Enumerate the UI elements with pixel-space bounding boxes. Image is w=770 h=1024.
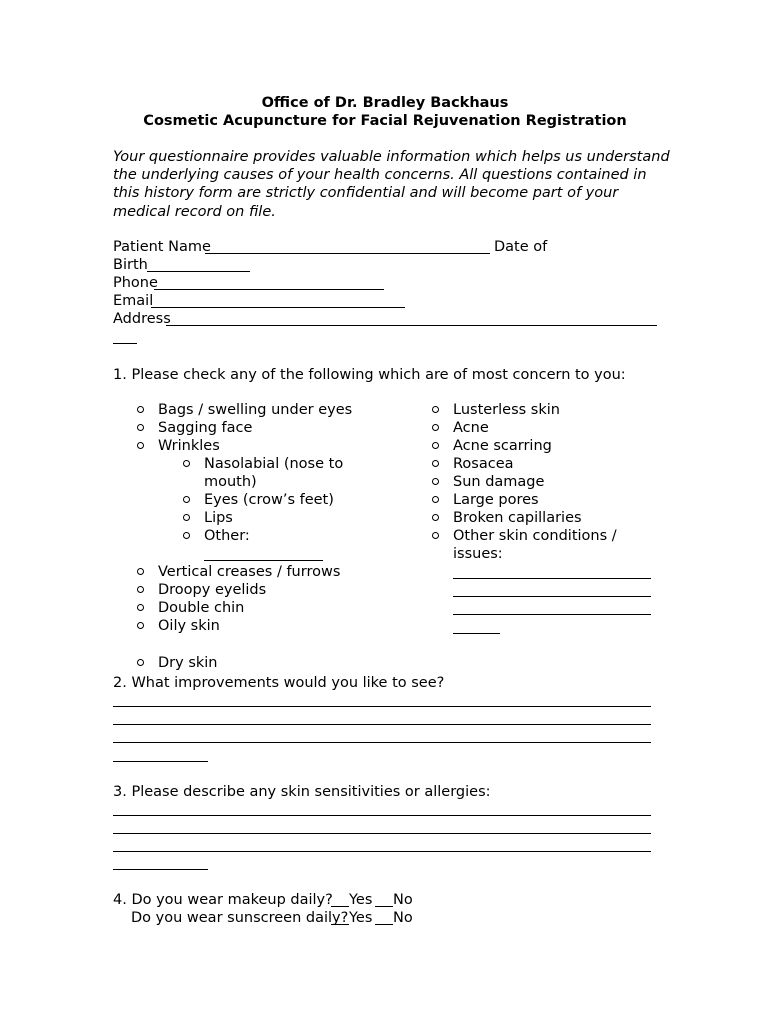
sunscreen-yes-field[interactable] bbox=[331, 924, 349, 925]
dob-label-start: Date of bbox=[494, 239, 548, 255]
lusterless-checkbox[interactable] bbox=[432, 406, 439, 413]
q2-answer-line-3[interactable] bbox=[113, 742, 651, 743]
makeup-no-field[interactable] bbox=[375, 906, 393, 907]
other-skin-checkbox[interactable] bbox=[432, 532, 439, 539]
bags-checkbox[interactable] bbox=[137, 406, 144, 413]
lips-checkbox[interactable] bbox=[183, 514, 190, 521]
large-pores-label: Large pores bbox=[453, 492, 539, 508]
q1-question: 1. Please check any of the following which are of most concern to you: bbox=[113, 367, 626, 383]
lips-label: Lips bbox=[204, 510, 233, 526]
rosacea-checkbox[interactable] bbox=[432, 460, 439, 467]
other-skin-label: Other skin conditions / bbox=[453, 528, 617, 544]
dob-label-end: Birth bbox=[113, 257, 148, 273]
broken-capillaries-label: Broken capillaries bbox=[453, 510, 582, 526]
q2-answer-line-1[interactable] bbox=[113, 706, 651, 707]
other-skin-field-3[interactable] bbox=[453, 614, 651, 615]
large-pores-checkbox[interactable] bbox=[432, 496, 439, 503]
phone-field[interactable] bbox=[154, 289, 384, 290]
makeup-no-label: No bbox=[393, 892, 413, 908]
other-skin-field-4[interactable] bbox=[453, 633, 500, 634]
droopy-eyelids-checkbox[interactable] bbox=[137, 586, 144, 593]
intro-paragraph: Your questionnaire provides valuable information which helps us understand the underlying causes of your health concerns. All questions contained in this history form are strictly confidential and will become part of your medical record on file. bbox=[113, 149, 670, 220]
sun-damage-label: Sun damage bbox=[453, 474, 545, 490]
dob-field[interactable] bbox=[147, 271, 250, 272]
acne-label: Acne bbox=[453, 420, 489, 436]
other-wrinkle-label: Other: bbox=[204, 528, 250, 544]
form-title: Cosmetic Acupuncture for Facial Rejuvenation Registration bbox=[143, 113, 627, 129]
q3-answer-line-3[interactable] bbox=[113, 851, 651, 852]
address-field[interactable] bbox=[166, 325, 657, 326]
broken-capillaries-checkbox[interactable] bbox=[432, 514, 439, 521]
droopy-eyelids-label: Droopy eyelids bbox=[158, 582, 267, 598]
patient-name-field[interactable] bbox=[205, 253, 490, 254]
email-label: Email bbox=[113, 293, 154, 309]
nasolabial-checkbox[interactable] bbox=[183, 460, 190, 467]
oily-skin-label: Oily skin bbox=[158, 618, 220, 634]
q4-sunscreen-question: Do you wear sunscreen daily? bbox=[131, 910, 349, 926]
phone-label: Phone bbox=[113, 275, 158, 291]
q3-answer-line-2[interactable] bbox=[113, 833, 651, 834]
eyes-checkbox[interactable] bbox=[183, 496, 190, 503]
q4-makeup-question: 4. Do you wear makeup daily? bbox=[113, 892, 333, 908]
sagging-label: Sagging face bbox=[158, 420, 253, 436]
rosacea-label: Rosacea bbox=[453, 456, 514, 472]
q3-answer-line-1[interactable] bbox=[113, 815, 651, 816]
eyes-label: Eyes (crow’s feet) bbox=[204, 492, 334, 508]
sun-damage-checkbox[interactable] bbox=[432, 478, 439, 485]
dry-skin-checkbox[interactable] bbox=[137, 659, 144, 666]
address-field-continuation[interactable] bbox=[113, 343, 137, 344]
acne-checkbox[interactable] bbox=[432, 424, 439, 431]
nasolabial-label-cont: mouth) bbox=[204, 474, 257, 490]
other-skin-field-1[interactable] bbox=[453, 578, 651, 579]
q3-answer-line-4[interactable] bbox=[113, 869, 208, 870]
q2-question: 2. What improvements would you like to see? bbox=[113, 675, 445, 691]
wrinkles-checkbox[interactable] bbox=[137, 442, 144, 449]
other-skin-label-cont: issues: bbox=[453, 546, 503, 562]
vertical-creases-checkbox[interactable] bbox=[137, 568, 144, 575]
patient-name-label: Patient Name bbox=[113, 239, 211, 255]
acne-scarring-checkbox[interactable] bbox=[432, 442, 439, 449]
oily-skin-checkbox[interactable] bbox=[137, 622, 144, 629]
email-field[interactable] bbox=[151, 307, 405, 308]
double-chin-checkbox[interactable] bbox=[137, 604, 144, 611]
makeup-yes-label: Yes bbox=[349, 892, 373, 908]
bags-label: Bags / swelling under eyes bbox=[158, 402, 353, 418]
dry-skin-label: Dry skin bbox=[158, 655, 218, 671]
vertical-creases-label: Vertical creases / furrows bbox=[158, 564, 341, 580]
q2-answer-line-2[interactable] bbox=[113, 724, 651, 725]
double-chin-label: Double chin bbox=[158, 600, 245, 616]
q2-answer-line-4[interactable] bbox=[113, 761, 208, 762]
other-wrinkle-field[interactable] bbox=[204, 560, 323, 561]
wrinkles-label: Wrinkles bbox=[158, 438, 220, 454]
sunscreen-no-label: No bbox=[393, 910, 413, 926]
address-label: Address bbox=[113, 311, 171, 327]
nasolabial-label: Nasolabial (nose to bbox=[204, 456, 344, 472]
q3-question: 3. Please describe any skin sensitivities or allergies: bbox=[113, 784, 491, 800]
other-wrinkle-checkbox[interactable] bbox=[183, 532, 190, 539]
other-skin-field-2[interactable] bbox=[453, 596, 651, 597]
sunscreen-no-field[interactable] bbox=[375, 924, 393, 925]
makeup-yes-field[interactable] bbox=[331, 906, 349, 907]
lusterless-label: Lusterless skin bbox=[453, 402, 560, 418]
sunscreen-yes-label: Yes bbox=[349, 910, 373, 926]
office-title: Office of Dr. Bradley Backhaus bbox=[261, 95, 509, 111]
acne-scarring-label: Acne scarring bbox=[453, 438, 552, 454]
sagging-checkbox[interactable] bbox=[137, 424, 144, 431]
